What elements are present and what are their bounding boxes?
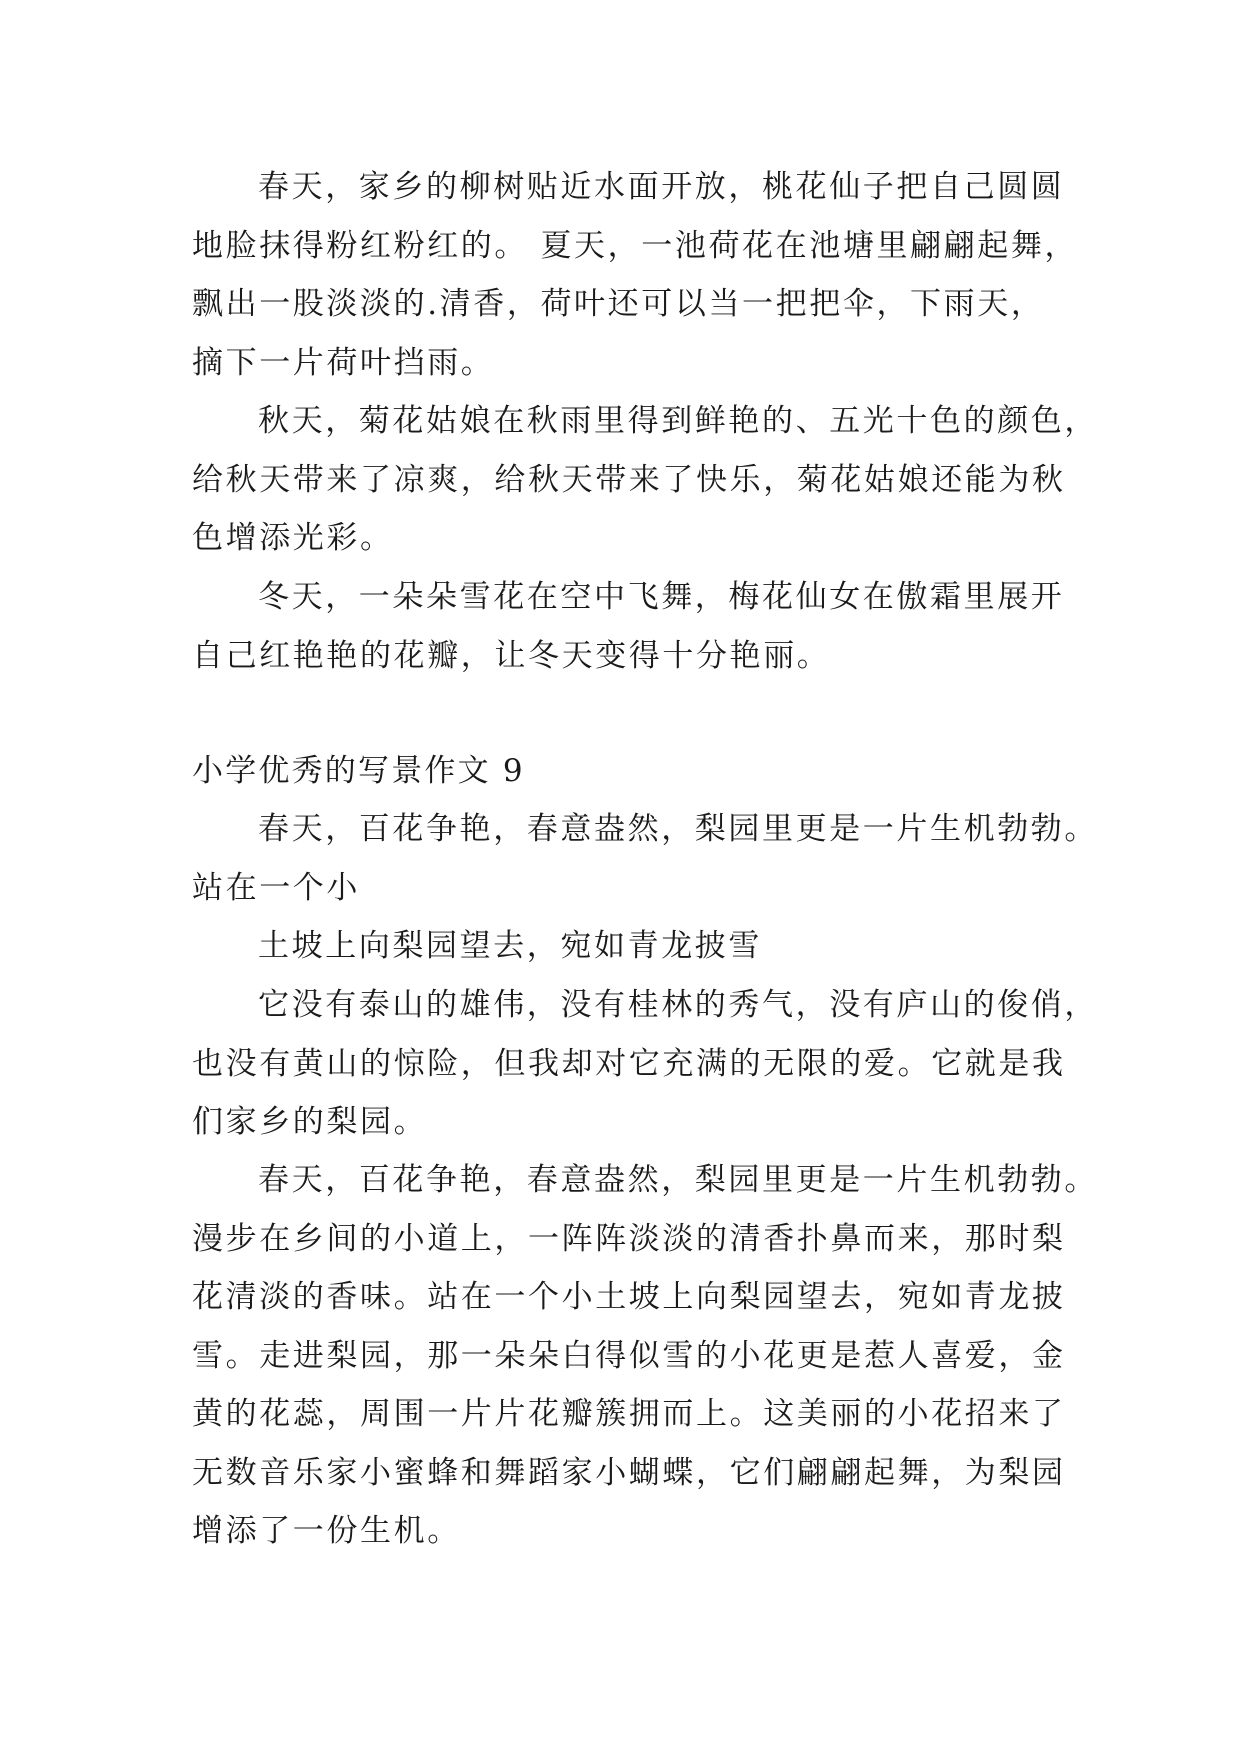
text-line: 秋天，菊花姑娘在秋雨里得到鲜艳的、五光十色的颜色， (258, 403, 1098, 439)
paragraph-winter (192, 568, 1072, 685)
text-line: 雪。走进梨园，那一朵朵白得似雪的小花更是惹人喜爱，金 (192, 1337, 1066, 1374)
paragraph-autumn (192, 392, 1098, 568)
text-line: 春天，百花争艳，春意盎然，梨园里更是一片生机勃勃。 (258, 1162, 1098, 1198)
text-line: 飘出一股淡淡的.清香，荷叶还可以当一把把伞，下雨天， (192, 286, 1045, 322)
text-line: 春天，百花争艳，春意盎然，梨园里更是一片生机勃勃。 (258, 811, 1098, 847)
text-line: 地脸抹得粉红粉红的。 夏天，一池荷花在池塘里翩翩起舞， (192, 227, 1079, 264)
text-line: 黄的花蕊，周围一片片花瓣簇拥而上。这美丽的小花招来了 (192, 1396, 1066, 1432)
paragraph-hometown (192, 976, 1098, 1152)
paragraph-spring-summer (192, 158, 1079, 392)
text-line: 漫步在乡间的小道上，一阵阵淡淡的清香扑鼻而来，那时梨 (192, 1220, 1066, 1257)
paragraph-spring-pear (192, 1151, 1098, 1561)
essay-title: 小学优秀的写景作文 9 (192, 753, 525, 789)
text-line: 站在一个小 (192, 869, 360, 906)
text-line: 也没有黄山的惊险，但我却对它充满的无限的爱。它就是我 (192, 1045, 1066, 1082)
text-line: 自己红艳艳的花瓣，让冬天变得十分艳丽。 (192, 637, 831, 674)
text-line: 摘下一片荷叶挡雨。 (192, 344, 495, 381)
text-line: 土坡上向梨园望去，宛如青龙披雪 (258, 928, 762, 964)
text-line: 冬天，一朵朵雪花在空中飞舞，梅花仙女在傲霜里展开 (258, 579, 1065, 615)
text-line: 增添了一份生机。 (192, 1513, 461, 1549)
text-line: 春天，家乡的柳树贴近水面开放，桃花仙子把自己圆圆 (258, 169, 1065, 205)
paragraph-hillside (192, 917, 1072, 976)
text-line: 们家乡的梨园。 (192, 1104, 428, 1140)
text-line: 给秋天带来了凉爽，给秋天带来了快乐，菊花姑娘还能为秋 (192, 461, 1066, 498)
paragraph-pear-garden-intro (192, 800, 1098, 917)
section-heading (192, 742, 1072, 801)
text-line: 色增添光彩。 (192, 520, 394, 556)
text-line: 无数音乐家小蜜蜂和舞蹈家小蝴蝶，它们翩翩起舞，为梨园 (192, 1454, 1066, 1491)
text-line: 花清淡的香味。站在一个小土坡上向梨园望去，宛如青龙披 (192, 1279, 1066, 1315)
text-line: 它没有泰山的雄伟，没有桂林的秀气，没有庐山的俊俏， (258, 987, 1098, 1023)
